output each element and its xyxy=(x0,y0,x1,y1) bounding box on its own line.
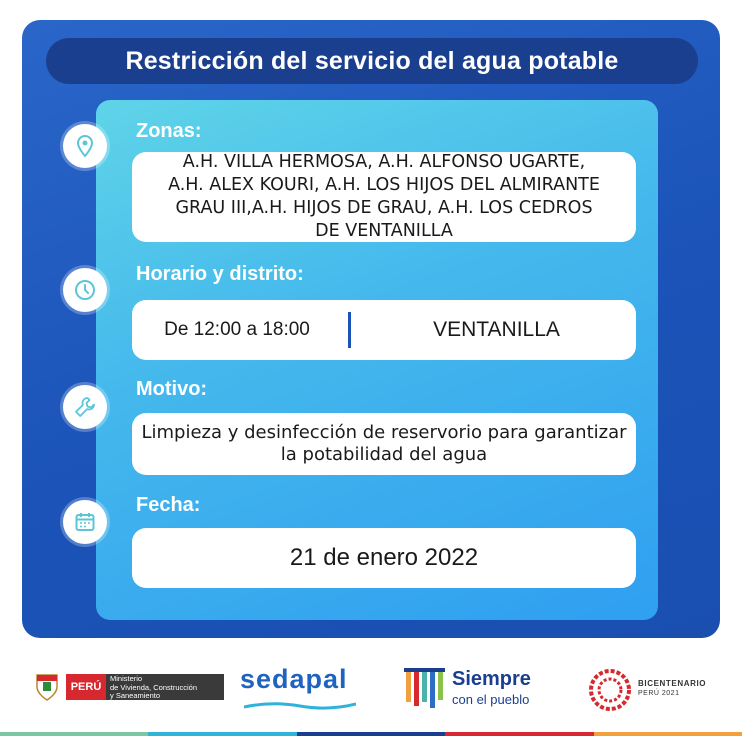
sedapal-logo: sedapal xyxy=(240,664,348,694)
sedapal-wave-icon xyxy=(244,698,356,708)
motivo-box xyxy=(132,413,636,475)
fecha-box xyxy=(132,528,636,588)
horario-box xyxy=(132,300,636,360)
ministry-badge xyxy=(106,674,224,700)
zonas-label: Zonas: xyxy=(136,120,202,142)
zonas-box xyxy=(132,152,636,242)
stripe-segment xyxy=(445,732,593,736)
location-icon xyxy=(63,124,107,168)
footer-logos xyxy=(0,660,742,730)
calendar-icon xyxy=(63,500,107,544)
fecha-value: 21 de enero 2022 xyxy=(289,544,479,571)
bicentenario-sub-text: PERÚ 2021 xyxy=(638,690,680,697)
motivo-label: Motivo: xyxy=(136,378,208,400)
ministry-line: Ministerio xyxy=(110,674,143,683)
stripe-segment xyxy=(148,732,296,736)
fecha-label: Fecha: xyxy=(136,494,201,516)
clock-icon xyxy=(63,268,107,312)
color-stripe xyxy=(0,730,742,740)
coat-of-arms-icon xyxy=(34,672,60,702)
hours-value: De 12:00 a 18:00 xyxy=(164,319,310,340)
stripe-segment xyxy=(0,732,148,736)
motivo-line: Limpieza y desinfección de reservorio para garantizar xyxy=(141,422,627,443)
stripe-segment xyxy=(594,732,742,736)
stripe-segment xyxy=(297,732,445,736)
zonas-line: DE VENTANILLA xyxy=(315,221,453,241)
motivo-line: la potabilidad del agua xyxy=(280,444,488,465)
zonas-line: A.H. VILLA HERMOSA, A.H. ALFONSO UGARTE, xyxy=(182,152,586,172)
peru-badge: PERÚ xyxy=(66,674,106,700)
bicentenario-text: BICENTENARIO xyxy=(638,679,707,688)
zonas-line: A.H. ALEX KOURI, A.H. LOS HIJOS DEL ALMIRANTE xyxy=(168,175,600,195)
district-value: VENTANILLA xyxy=(433,318,560,341)
wrench-icon xyxy=(63,385,107,429)
horario-label: Horario y distrito: xyxy=(136,263,304,285)
siempre-text: Siempre xyxy=(452,668,531,690)
bicentenario-logo-icon xyxy=(588,668,632,712)
ministry-line: y Saneamiento xyxy=(110,691,161,700)
siempre-logo-icon xyxy=(404,668,448,710)
con-pueblo-text: con el pueblo xyxy=(452,692,530,707)
zonas-line: GRAU III,A.H. HIJOS DE GRAU, A.H. LOS CEDROS xyxy=(175,198,593,218)
zonas-text xyxy=(168,151,600,243)
ministry-line: de Vivienda, Construcción xyxy=(110,682,197,692)
page-title: Restricción del servicio del agua potable xyxy=(46,38,698,84)
divider xyxy=(348,312,351,348)
motivo-text xyxy=(141,422,626,466)
